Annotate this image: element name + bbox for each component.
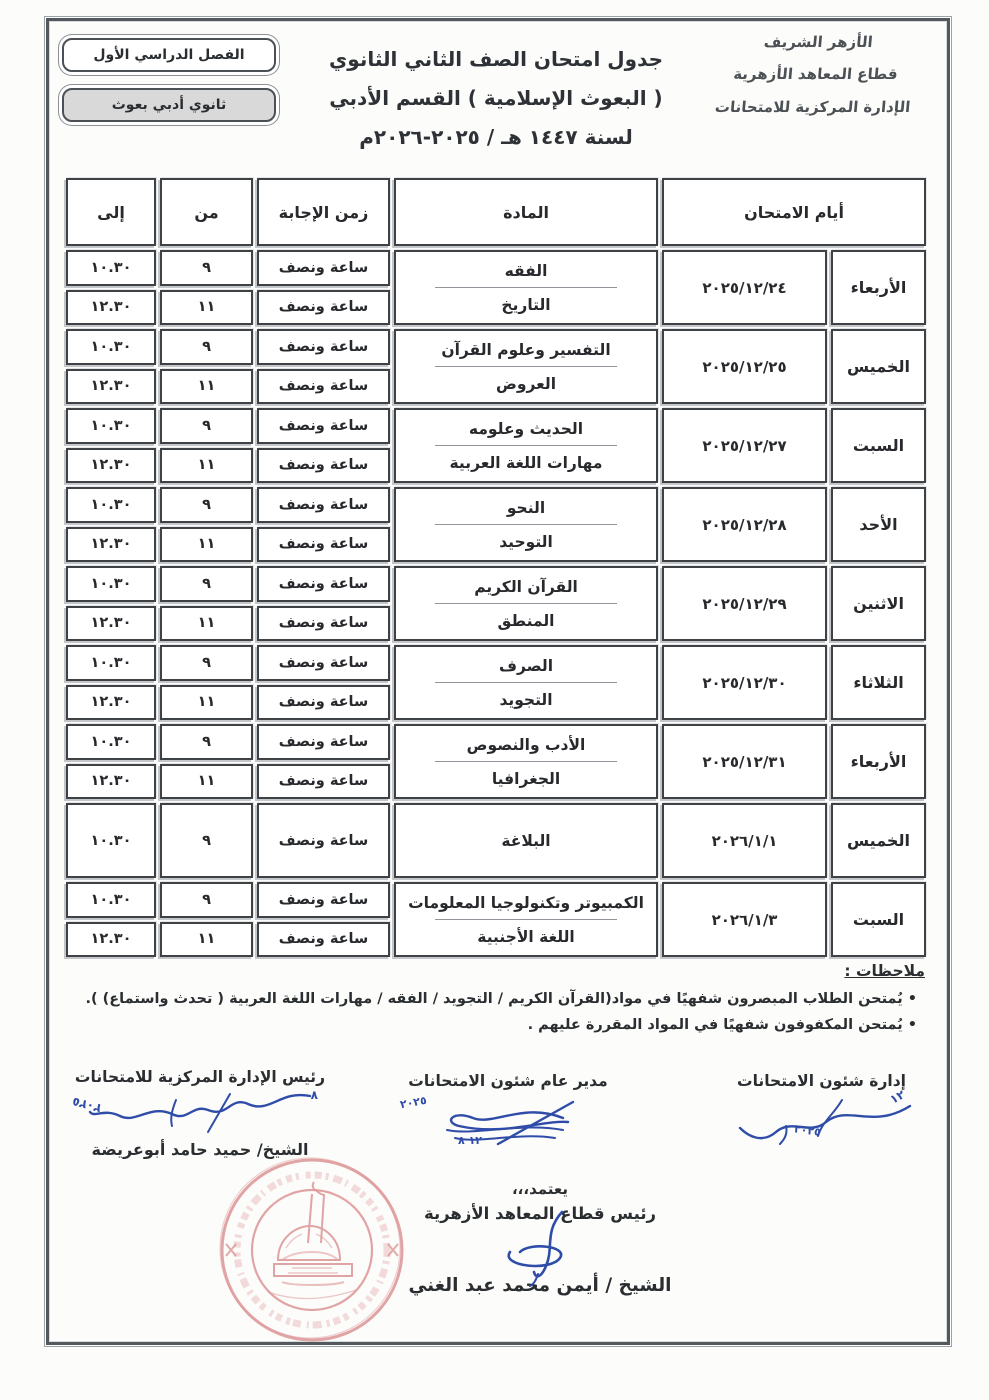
subject-2: التجويد [499,690,553,709]
from-stack [160,329,253,404]
header-duration: زمن الإجابة [257,178,390,246]
notes-title: ملاحظات : [844,962,925,980]
subject-1: التفسير وعلوم القرآن [441,340,611,359]
duration-stack [257,882,390,957]
table-row [64,803,926,878]
semester-badge: الفصل الدراسي الأول [62,38,276,72]
to-stack [66,803,156,878]
title-line-3: لسنة ١٤٤٧ هـ / ٢٠٢٥-٢٠٢٦م [359,125,633,149]
end-time: ١٢.٣٠ [66,369,156,405]
exam-day: الخميس [831,803,926,878]
subject-cell [394,487,658,562]
answer-duration: ساعة ونصف [257,408,390,444]
notes-section [46,962,925,1038]
note-item: • يُمتحن الطلاب المبصرون شفهيًا في مواد(القرآن الكريم / التجويد / الفقه / مهارات اللغة العربية ( تحدث واستماع) ). [46,986,925,1012]
to-stack [66,645,156,720]
start-time: ١١ [160,685,253,721]
exam-day: السبت [831,882,926,957]
duration-stack [257,250,390,325]
handwritten-number: ٨ [310,1088,318,1102]
answer-duration: ساعة ونصف [257,685,390,721]
page-title [296,40,696,157]
from-stack [160,803,253,878]
subject-2: العروض [496,374,557,393]
from-stack [160,408,253,483]
signature-block-director-general [372,1072,644,1164]
to-stack [66,724,156,799]
duration-stack [257,645,390,720]
end-time: ١٢.٣٠ [66,448,156,484]
table-row [64,329,926,404]
subject-1: البلاغة [501,831,551,850]
from-stack [160,250,253,325]
from-stack [160,724,253,799]
end-time: ١٠.٣٠ [66,645,156,681]
answer-duration: ساعة ونصف [257,606,390,642]
track-badge: ثانوي أدبي بعوث [62,88,276,122]
duration-stack [257,329,390,404]
exam-day: الأحد [831,487,926,562]
duration-stack [257,566,390,641]
exam-day: السبت [831,408,926,483]
subject-cell [394,724,658,799]
to-stack [66,487,156,562]
start-time: ١١ [160,764,253,800]
from-stack [160,487,253,562]
table-row [64,408,926,483]
duration-stack [257,408,390,483]
answer-duration: ساعة ونصف [257,290,390,326]
start-time: ١١ [160,606,253,642]
table-header-row [64,178,926,246]
exam-day: الاثنين [831,566,926,641]
table-row [64,645,926,720]
start-time: ١١ [160,369,253,405]
from-stack [160,566,253,641]
subject-1: القرآن الكريم [474,577,578,596]
approver-name: الشيخ / أيمن محمد عبد الغني [408,1275,672,1296]
from-stack [160,645,253,720]
org-line-2: قطاع المعاهد الأزهرية [732,65,899,84]
exam-date: ٢٠٢٥/١٢/٢٩ [662,566,827,641]
header-badges [62,38,276,122]
to-stack [66,566,156,641]
end-time: ١٢.٣٠ [66,606,156,642]
answer-duration: ساعة ونصف [257,329,390,365]
exam-date: ٢٠٢٥/١٢/٣٠ [662,645,827,720]
header-from: من [160,178,253,246]
signature-block-central-admin-head [46,1068,354,1159]
title-line-2: ( البعوث الإسلامية ) القسم الأدبي [329,86,663,110]
header-subject: المادة [394,178,658,246]
start-time: ١١ [160,922,253,958]
start-time: ١١ [160,527,253,563]
end-time: ١٢.٣٠ [66,922,156,958]
exam-schedule-table [64,178,926,957]
to-stack [66,250,156,325]
answer-duration: ساعة ونصف [257,882,390,918]
approval-label: يعتمد،،، [511,1180,569,1198]
end-time: ١٠.٣٠ [66,487,156,523]
duration-stack [257,803,390,878]
from-stack [160,882,253,957]
subject-2: اللغة الأجنبية [477,927,575,946]
exam-date: ٢٠٢٥/١٢/٢٥ [662,329,827,404]
signature-title: إدارة شئون الامتحانات [737,1072,906,1090]
answer-duration: ساعة ونصف [257,448,390,484]
subject-cell [394,882,658,957]
answer-duration: ساعة ونصف [257,250,390,286]
exam-date: ٢٠٢٦/١/١ [662,803,827,878]
exam-day: الثلاثاء [831,645,926,720]
title-line-1: جدول امتحان الصف الثاني الثانوي [328,47,664,71]
start-time: ١١ [160,290,253,326]
duration-stack [257,724,390,799]
start-time: ٩ [160,487,253,523]
to-stack [66,408,156,483]
exam-date: ٢٠٢٦/١/٣ [662,882,827,957]
exam-date: ٢٠٢٥/١٢/٢٧ [662,408,827,483]
exam-date: ٢٠٢٥/١٢/٣١ [662,724,827,799]
exam-day: الأربعاء [831,724,926,799]
start-time: ٩ [160,803,253,878]
header-days: أيام الامتحان [662,178,926,246]
start-time: ٩ [160,882,253,918]
to-stack [66,882,156,957]
answer-duration: ساعة ونصف [257,645,390,681]
subject-2: الجغرافيا [491,769,561,788]
org-line-1: الأزهر الشريف [763,33,874,51]
start-time: ١١ [160,448,253,484]
subject-cell [394,329,658,404]
end-time: ١٢.٣٠ [66,764,156,800]
answer-duration: ساعة ونصف [257,764,390,800]
handwritten-number: ١٢ ٨ [458,1134,482,1147]
start-time: ٩ [160,566,253,602]
subject-2: التوحيد [499,532,553,551]
subject-cell [394,250,658,325]
handwritten-number: ١٢ [887,1087,908,1107]
exam-date: ٢٠٢٥/١٢/٢٤ [662,250,827,325]
start-time: ٩ [160,250,253,286]
subject-1: الكمبيوتر وتكنولوجيا المعلومات [408,893,644,912]
handwritten-number: ٢٠٢٥ [793,1122,822,1139]
subject-1: الصرف [498,656,554,675]
signature-title: رئيس الإدارة المركزية للامتحانات [74,1068,326,1086]
organization-header [684,26,947,123]
end-time: ١٠.٣٠ [66,882,156,918]
subject-1: النحو [506,498,546,517]
signature-scribble [492,1208,588,1292]
exam-day: الأربعاء [831,250,926,325]
subject-cell [394,645,658,720]
end-time: ١٢.٣٠ [66,527,156,563]
subject-cell [394,803,658,878]
header-to: إلى [66,178,156,246]
end-time: ١٠.٣٠ [66,408,156,444]
answer-duration: ساعة ونصف [257,527,390,563]
subject-2: التاريخ [501,295,551,314]
subject-1: الفقه [504,261,548,280]
answer-duration: ساعة ونصف [257,724,390,760]
signature-scribble [80,1088,320,1138]
answer-duration: ساعة ونصف [257,566,390,602]
to-stack [66,329,156,404]
subject-1: الأدب والنصوص [466,735,586,754]
subject-1: الحديث وعلومه [468,419,584,438]
start-time: ٩ [160,329,253,365]
subject-cell [394,566,658,641]
end-time: ١٢.٣٠ [66,685,156,721]
exam-date: ٢٠٢٥/١٢/٢٨ [662,487,827,562]
answer-duration: ساعة ونصف [257,803,390,878]
answer-duration: ساعة ونصف [257,487,390,523]
subject-cell [394,408,658,483]
official-red-stamp [212,1152,412,1348]
end-time: ١٠.٣٠ [66,250,156,286]
org-line-3: الإدارة المركزية للامتحانات [714,97,912,116]
table-row [64,487,926,562]
signature-block-exams-affairs [704,1072,939,1158]
handwritten-number: ٢٠٢٥ [399,1093,428,1112]
handwritten-number: ٢٠٢٥ [70,1094,103,1116]
end-time: ١٠.٣٠ [66,724,156,760]
table-row [64,250,926,325]
start-time: ٩ [160,645,253,681]
table-row [64,724,926,799]
table-row [64,566,926,641]
answer-duration: ساعة ونصف [257,922,390,958]
subject-2: المنطق [497,611,555,630]
signature-scribble [413,1092,603,1164]
signature-title: مدير عام شئون الامتحانات [408,1072,608,1090]
duration-stack [257,487,390,562]
end-time: ١٠.٣٠ [66,329,156,365]
exam-day: الخميس [831,329,926,404]
end-time: ١٠.٣٠ [66,566,156,602]
end-time: ١٢.٣٠ [66,290,156,326]
end-time: ١٠.٣٠ [66,803,156,878]
subject-2: مهارات اللغة العربية [449,453,603,472]
start-time: ٩ [160,408,253,444]
signatory-name: الشيخ/ حميد حامد أبوعريضة [91,1140,309,1159]
note-item: • يُمتحن المكفوفون شفهيًا في المواد المقررة عليهم . [46,1012,925,1038]
approval-block [384,1180,696,1296]
approval-role: رئيس قطاع المعاهد الأزهرية [423,1204,657,1223]
table-row [64,882,926,957]
start-time: ٩ [160,724,253,760]
answer-duration: ساعة ونصف [257,369,390,405]
